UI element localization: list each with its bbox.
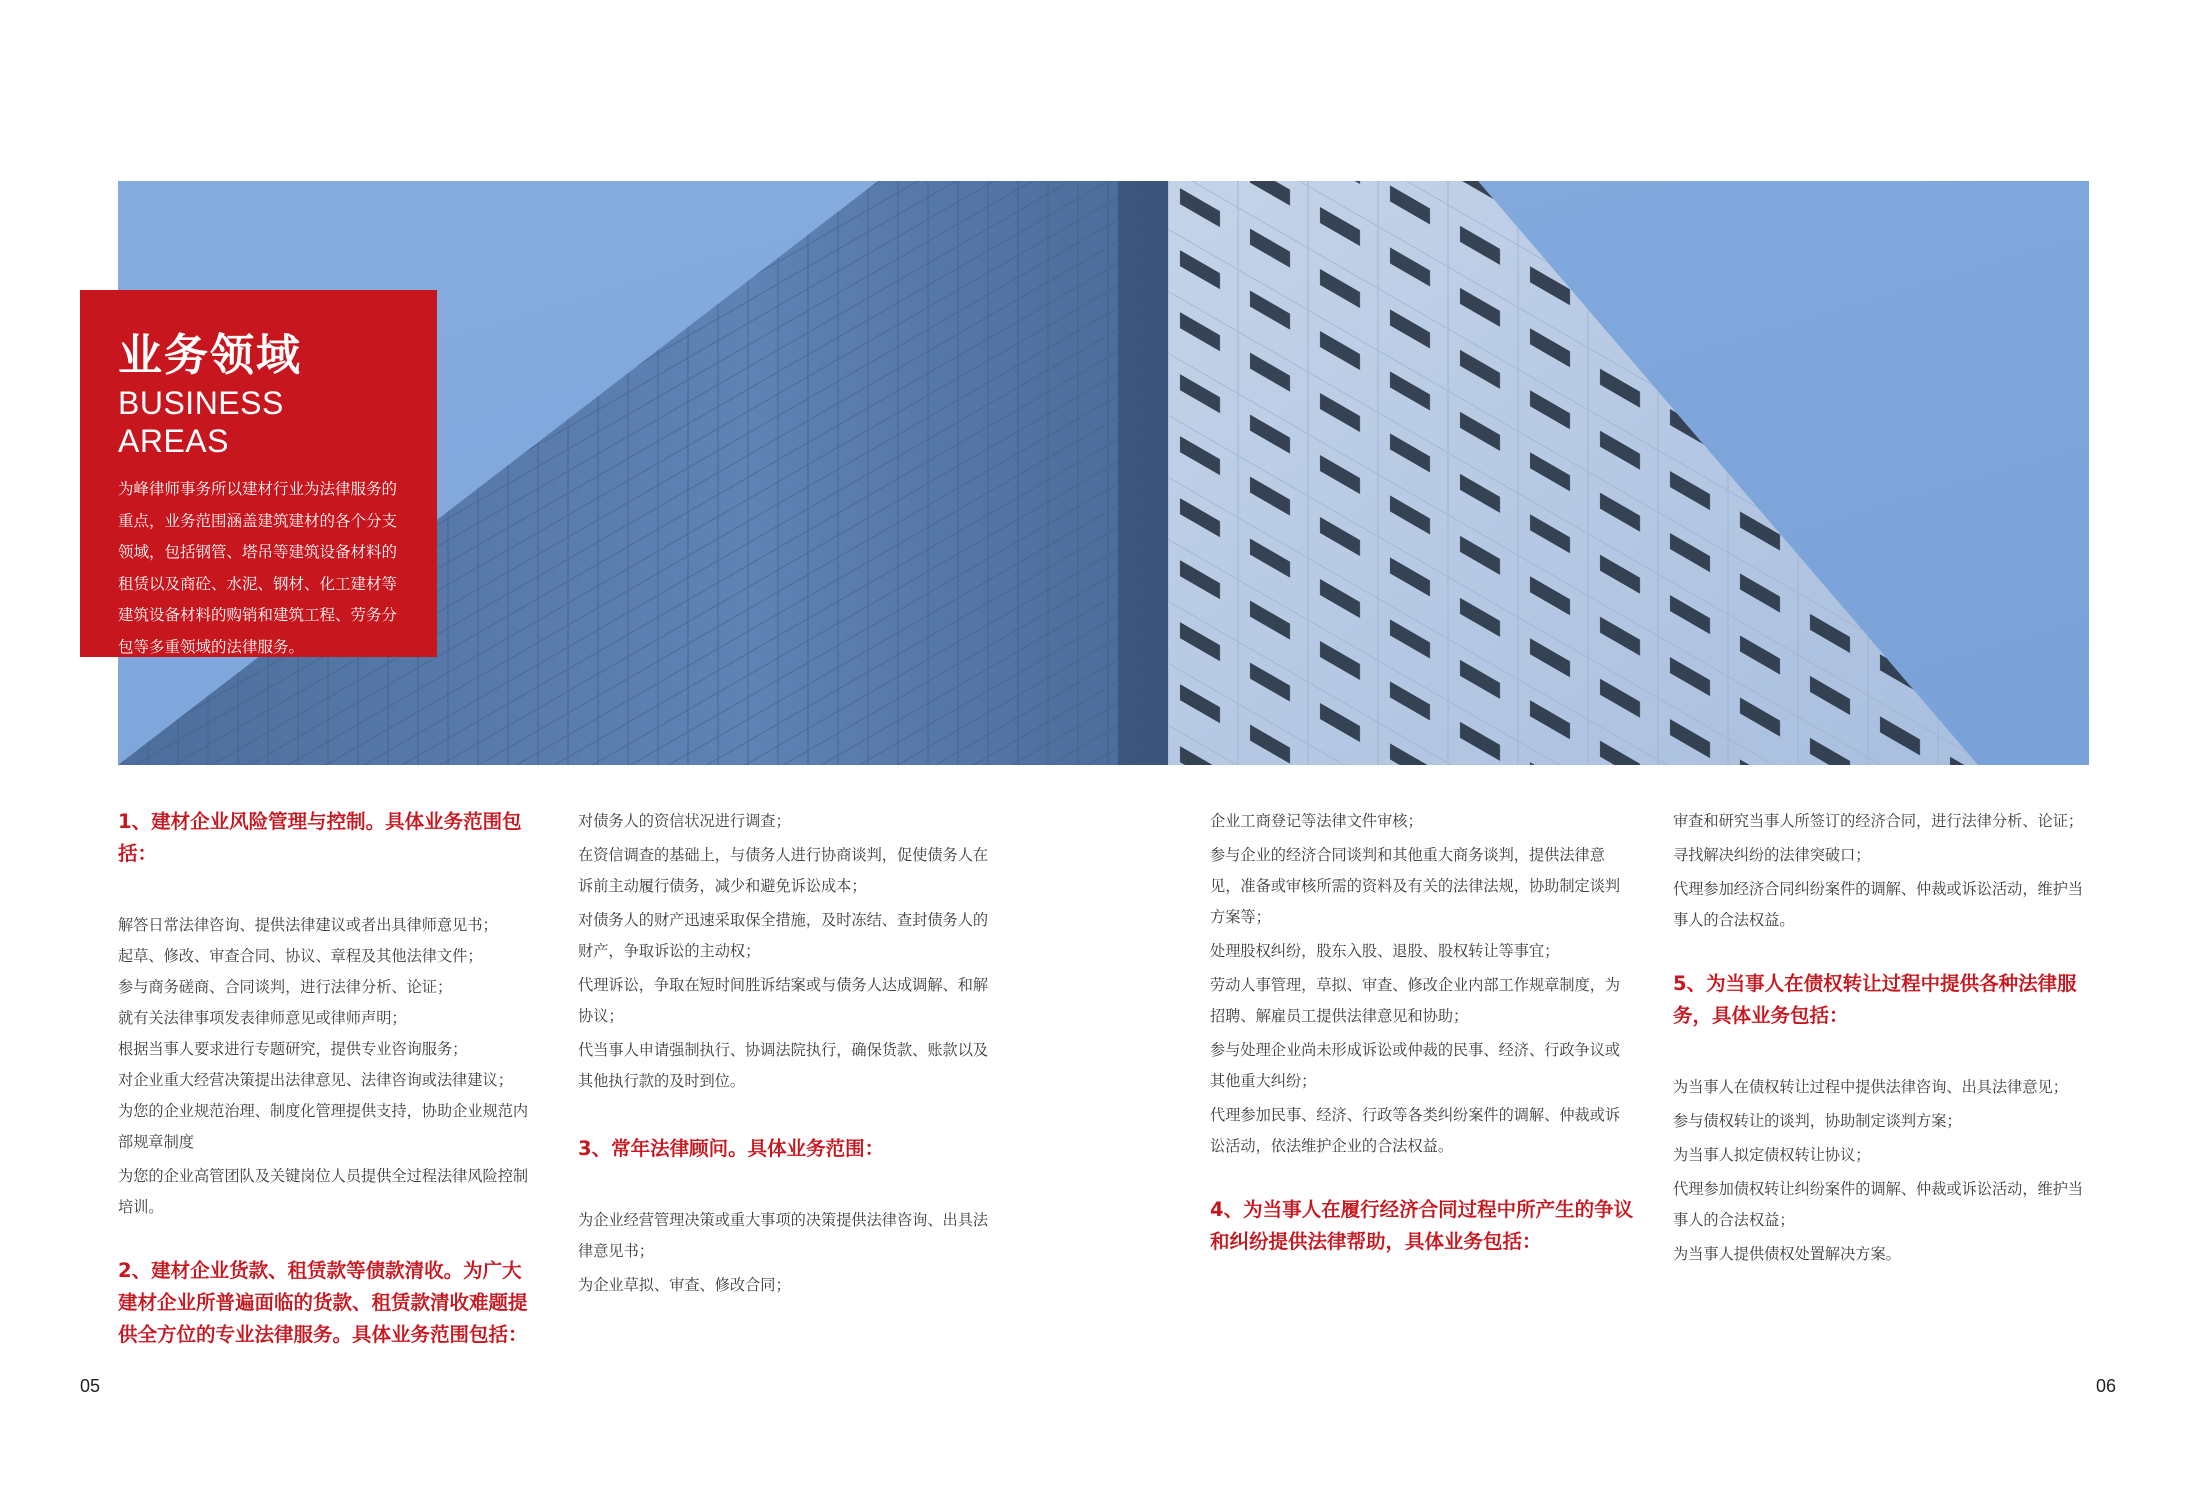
list-item: 为企业经营管理决策或重大事项的决策提供法律咨询、出具法律意见书；: [578, 1211, 989, 1260]
list-item: 起草、修改、审查合同、协议、章程及其他法律文件；: [118, 947, 483, 965]
list-item: 审查和研究当事人所签订的经济合同，进行法律分析、论证；: [1673, 812, 2084, 830]
list-item: 解答日常法律咨询、提供法律建议或者出具律师意见书；: [118, 916, 498, 934]
page-number-right: 06: [2096, 1376, 2117, 1396]
list-item: 参与处理企业尚未形成诉讼或仲裁的民事、经济、行政争议或其他重大纠纷；: [1210, 1041, 1621, 1090]
section-heading-1: 1、建材企业风险管理与控制。具体业务范围包括：: [118, 810, 522, 865]
list-item: 就有关法律事项发表律师意见或律师声明；: [118, 1009, 407, 1027]
list-item: 根据当事人要求进行专题研究，提供专业咨询服务；: [118, 1040, 468, 1058]
list-item: 参与商务磋商、合同谈判，进行法律分析、论证；: [118, 978, 453, 996]
list-item: 寻找解决纠纷的法律突破口；: [1673, 846, 1871, 864]
column-4: [1673, 806, 2098, 1270]
section-title-zh: 业务领域: [118, 330, 302, 381]
list-item: 对债务人的财产迅速采取保全措施，及时冻结、查封债务人的财产，争取诉讼的主动权；: [578, 911, 989, 960]
list-item: 代理参加经济合同纠纷案件的调解、仲裁或诉讼活动，维护当事人的合法权益。: [1673, 880, 2084, 929]
column-3: [1210, 806, 1635, 1258]
list-item: 参与债权转让的谈判，协助制定谈判方案；: [1673, 1112, 1962, 1130]
column-1: [118, 806, 538, 1351]
list-item: 为当事人提供债权处置解决方案。: [1673, 1245, 1901, 1263]
list-item: 为您的企业高管团队及关键岗位人员提供全过程法律风险控制培训。: [118, 1167, 529, 1216]
list-item: 劳动人事管理，草拟、审查、修改企业内部工作规章制度，为招聘、解雇员工提供法律意见和协助；: [1210, 976, 1621, 1025]
section-title-en: BUSINESS AREAS: [118, 385, 284, 459]
list-item: 对企业重大经营决策提出法律意见、法律咨询或法律建议；: [118, 1071, 513, 1089]
list-item: 为您的企业规范治理、制度化管理提供支持，协助企业规范内部规章制度: [118, 1102, 529, 1151]
list-item: 处理股权纠纷，股东入股、退股、股权转让等事宜；: [1210, 942, 1560, 960]
list-item: 为当事人拟定债权转让协议；: [1673, 1146, 1871, 1164]
list-item: 为当事人在债权转让过程中提供法律咨询、出具法律意见；: [1673, 1078, 2068, 1096]
list-item: 在资信调查的基础上，与债务人进行协商谈判，促使债务人在诉前主动履行债务，减少和避免诉讼成本；: [578, 846, 989, 895]
section-heading-4: 4、为当事人在履行经济合同过程中所产生的争议和纠纷提供法律帮助，具体业务包括：: [1210, 1198, 1634, 1253]
business-areas-box: [80, 290, 437, 657]
section-heading-3: 3、常年法律顾问。具体业务范围：: [578, 1137, 885, 1160]
page-number-left: 05: [80, 1376, 101, 1396]
list-item: 企业工商登记等法律文件审核；: [1210, 812, 1423, 830]
section-heading-2: 2、建材企业货款、租赁款等债款清收。为广大建材企业所普遍面临的货款、租赁款清收难题提供全方位的专业法律服务。具体业务范围包括：: [118, 1259, 528, 1346]
intro-text: 为峰律师事务所以建材行业为法律服务的重点，业务范围涵盖建筑建材的各个分支领域，包括钢管、塔吊等建筑设备材料的租赁以及商砼、水泥、钢材、化工建材等建筑设备材料的购销和建筑工程、劳务分包等多重领域的法律服务。: [118, 480, 398, 656]
list-item: 代理参加债权转让纠纷案件的调解、仲裁或诉讼活动，维护当事人的合法权益；: [1673, 1180, 2084, 1229]
list-item: 代理诉讼，争取在短时间胜诉结案或与债务人达成调解、和解协议；: [578, 976, 989, 1025]
list-item: 为企业草拟、审查、修改合同；: [578, 1276, 791, 1294]
list-item: 对债务人的资信状况进行调查；: [578, 812, 791, 830]
column-2: [578, 806, 998, 1301]
list-item: 代理参加民事、经济、行政等各类纠纷案件的调解、仲裁或诉讼活动，依法维护企业的合法权益。: [1210, 1106, 1621, 1155]
list-item: 参与企业的经济合同谈判和其他重大商务谈判，提供法律意见，准备或审核所需的资料及有关的法律法规，协助制定谈判方案等；: [1210, 846, 1621, 926]
list-item: 代当事人申请强制执行、协调法院执行，确保货款、账款以及其他执行款的及时到位。: [578, 1041, 989, 1090]
section-heading-5: 5、为当事人在债权转让过程中提供各种法律服务，具体业务包括：: [1673, 972, 2077, 1027]
